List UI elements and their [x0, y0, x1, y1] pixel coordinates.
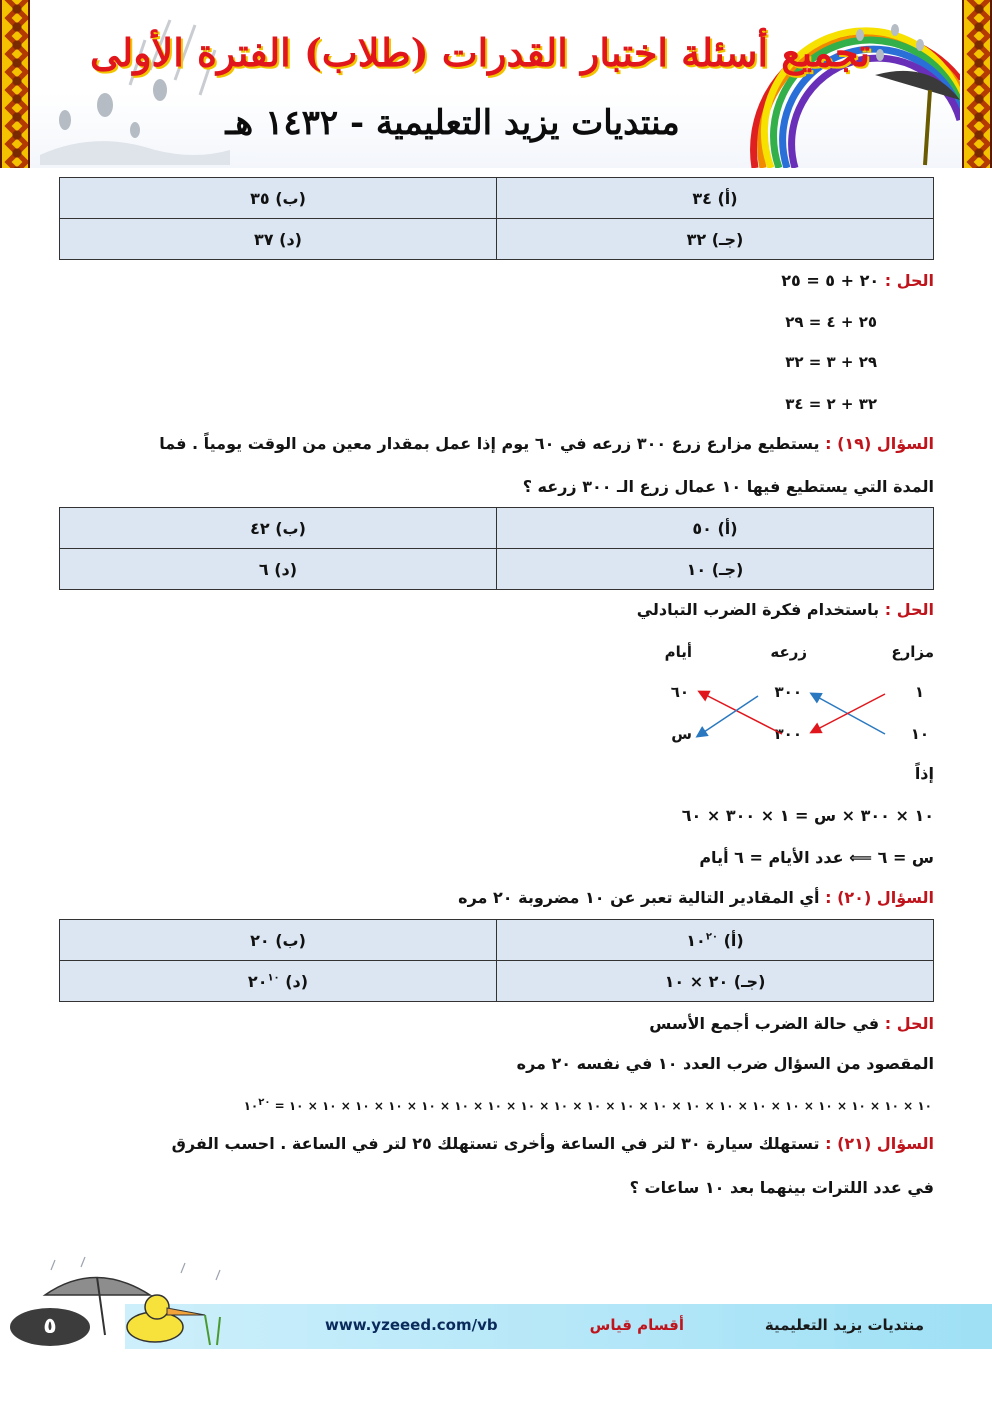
diagram-r1-days: ٦٠ [670, 683, 689, 701]
q20-options-table [59, 919, 934, 1002]
red-arrow-2 [700, 692, 782, 734]
diagram-r1-plants: ٣٠٠ [774, 683, 802, 701]
q19-solution-label: الحل : [884, 600, 934, 619]
q19-equation: ١٠ × ٣٠٠ × س = ١ × ٣٠٠ × ٦٠ [681, 806, 934, 825]
q18-option-d[interactable]: (د) ٣٧ [60, 219, 497, 260]
footer-site-name: منتديات يزيد التعليمية [764, 1316, 924, 1334]
q18-step-4: ٣٢ + ٢ = ٣٤ [785, 395, 877, 413]
q20-option-d-base: (د) ٢٠ [247, 971, 309, 991]
q18-option-b[interactable]: (ب) ٣٥ [60, 178, 497, 219]
q19-text-1: يستطيع مزارع زرع ٣٠٠ زرعه في ٦٠ يوم إذا عمل بمقدار معين من الوقت يومياً . فما [159, 434, 820, 453]
diagram-r2-farmers: ١٠ [910, 725, 929, 743]
cross-multiplication-arrows [690, 684, 900, 744]
q21-question-line-1 [172, 1134, 934, 1153]
q18-options-table [59, 177, 934, 260]
right-ornament-border [962, 0, 992, 168]
left-ornament-border [0, 0, 30, 168]
q21-label: السؤال (٢١) : [825, 1134, 934, 1153]
header-subtitle: منتديات يزيد التعليمية - ١٤٣٢ هـ [225, 103, 680, 143]
q20-solution-label: الحل : [884, 1014, 934, 1033]
q20-label: السؤال (٢٠) : [825, 888, 934, 907]
q19-question-line-1 [159, 434, 934, 453]
q19-label: السؤال (١٩) : [825, 434, 934, 453]
diagram-header-farmers: مزارع [891, 643, 934, 661]
q18-option-c[interactable]: (جـ) ٣٢ [497, 219, 934, 260]
footer-section: أقسام قياس [589, 1316, 684, 1334]
header-title: تجميع أسئلة اختبار القدرات (طلاب) الفترة الأولى [89, 30, 870, 75]
q19-options-table [59, 507, 934, 590]
q18-step-3: ٢٩ + ٣ = ٣٢ [785, 353, 877, 371]
q19-option-c[interactable]: (جـ) ١٠ [497, 549, 934, 590]
q19-option-d[interactable]: (د) ٦ [60, 549, 497, 590]
q20-option-d-exponent: ١٠ [267, 972, 280, 984]
q20-option-b[interactable]: (ب) ٢٠ [60, 920, 497, 961]
diagram-r2-plants: ٣٠٠ [774, 725, 802, 743]
diagram-header-plants: زرعه [770, 643, 807, 661]
q20-long-product-text: ١٠ × ١٠ × ١٠ × ١٠ × ١٠ × ١٠ × ١٠ × ١٠ × ١٠ × ١٠ × ١٠ × ١٠ × ١٠ × ١٠ × ١٠ × ١٠ × ١٠ × ١٠ × ١٠ × ١٠ = ١٠ [243, 1099, 932, 1113]
diagram-r1-farmers: ١ [914, 683, 924, 701]
q19-option-a[interactable]: (أ) ٥٠ [497, 508, 934, 549]
q18-step-2: ٢٥ + ٤ = ٢٩ [785, 313, 877, 331]
footer-url[interactable]: www.yzeeed.com/vb [325, 1316, 498, 1334]
q19-option-b[interactable]: (ب) ٤٢ [60, 508, 497, 549]
footer-bar [125, 1304, 992, 1349]
q19-result: س = ٦ ⟸ عدد الأيام = ٦ أيام [699, 848, 934, 867]
q20-question-line [458, 888, 934, 907]
q19-solution-text: باستخدام فكرة الضرب التبادلي [636, 600, 880, 619]
q18-step-1: ٢٠ + ٥ = ٢٥ [781, 271, 880, 290]
q19-then: إذاً [914, 764, 934, 783]
q20-option-d[interactable] [60, 961, 497, 1002]
q19-solution-line [637, 600, 934, 619]
q19-text-2: المدة التي يستطيع فيها ١٠ عمال زرع الـ ٣٠٠ زرعه ؟ [522, 477, 934, 496]
q20-solution-text: في حالة الضرب أجمع الأسس [649, 1014, 880, 1033]
header-banner [0, 0, 992, 168]
q20-option-a-base: (أ) ١٠ [686, 930, 744, 950]
q18-option-a[interactable]: (أ) ٣٤ [497, 178, 934, 219]
blue-arrow-2 [698, 696, 758, 736]
q18-solution-line [781, 271, 934, 290]
q20-solution-line [649, 1014, 934, 1033]
q20-explanation: المقصود من السؤال ضرب العدد ١٠ في نفسه ٢٠ مره [516, 1054, 934, 1073]
diagram-r2-days: س [671, 725, 692, 743]
page-number-badge: ٥ [10, 1308, 90, 1346]
q21-text-2: في عدد اللترات بينهما بعد ١٠ ساعات ؟ [629, 1178, 934, 1197]
q20-option-a[interactable] [497, 920, 934, 961]
diagram-header-days: أيام [664, 643, 692, 661]
q20-option-c[interactable]: (جـ) ٢٠ × ١٠ [497, 961, 934, 1002]
q20-long-product [244, 1097, 932, 1113]
q20-option-a-exponent: ٢٠ [705, 931, 719, 943]
q20-long-product-exponent: ٢٠ [258, 1097, 271, 1108]
q21-text-1: تستهلك سيارة ٣٠ لتر في الساعة وأخرى تستهلك ٢٥ لتر في الساعة . احسب الفرق [171, 1134, 820, 1153]
q20-text: أي المقادير التالية تعبر عن ١٠ مضروبة ٢٠ مره [458, 888, 820, 907]
q18-solution-label: الحل : [884, 271, 934, 290]
